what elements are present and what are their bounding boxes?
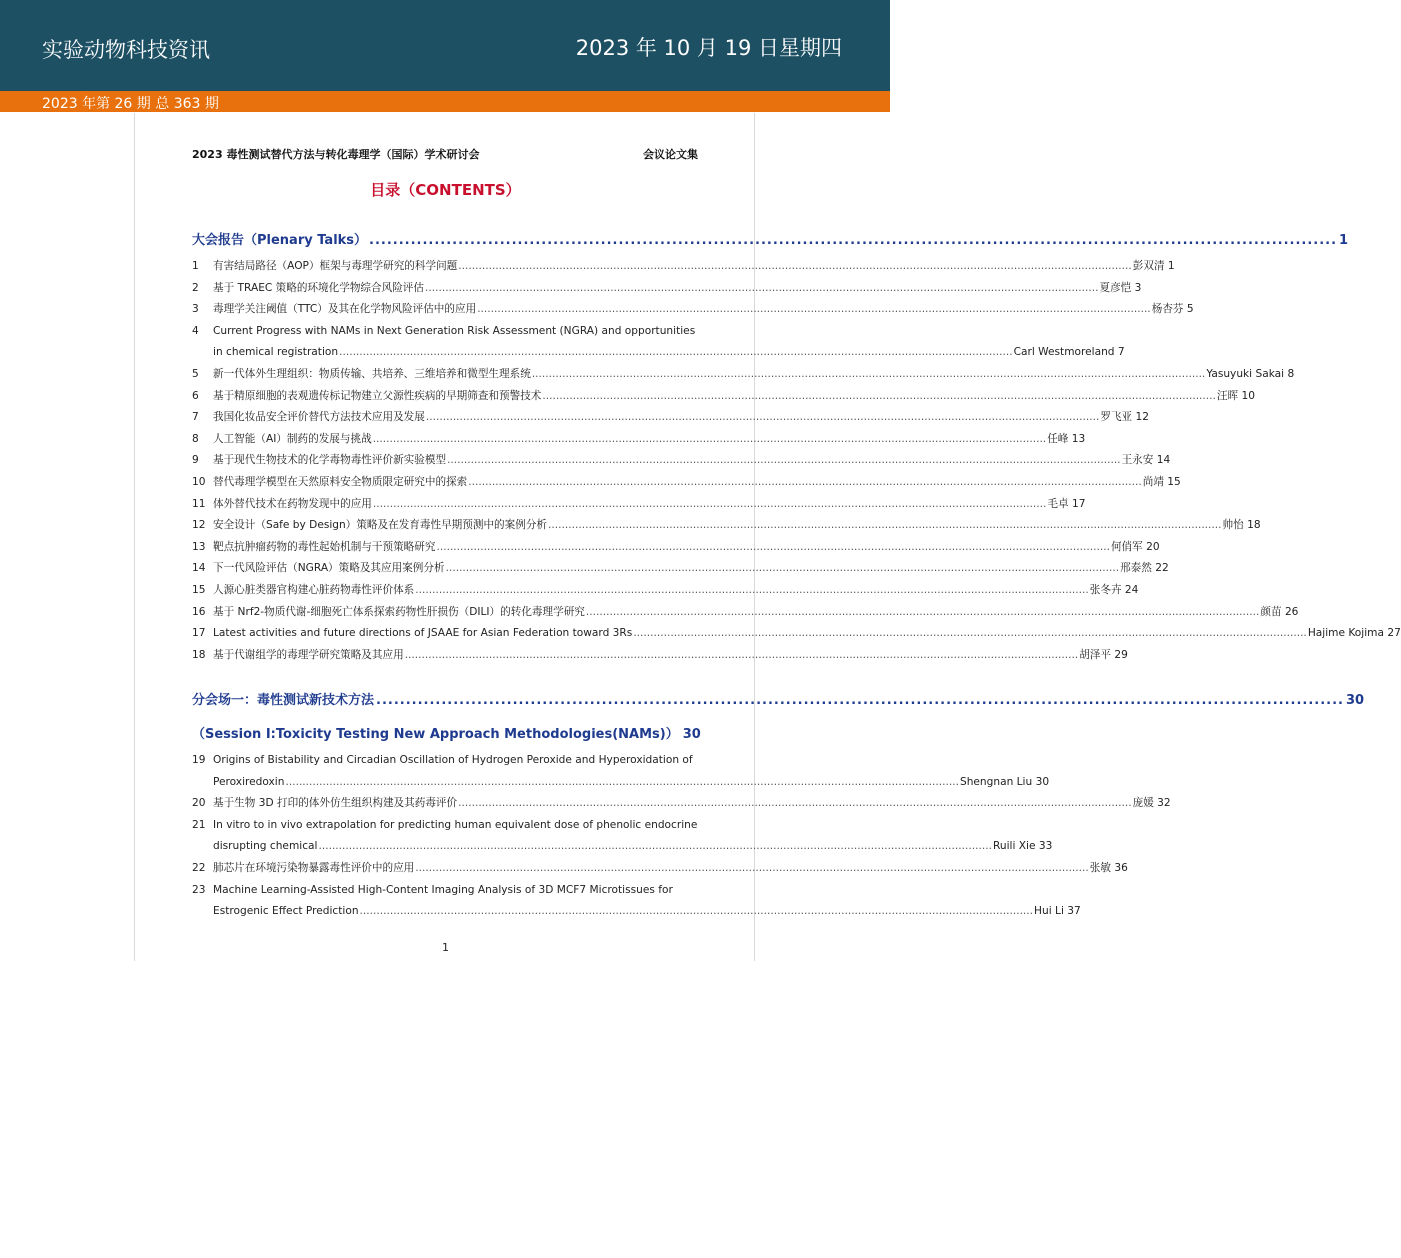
entry-body (213, 815, 1052, 858)
entry-body (213, 558, 1169, 580)
leader-dots (373, 494, 1047, 516)
issue-date: 2023 年 10 月 19 日星期四 (575, 36, 842, 60)
toc-section-plenary[interactable] (192, 229, 1349, 248)
entry-author-page: 汪晖 10 (1216, 389, 1255, 402)
entry-title-line (213, 602, 1298, 624)
entry-title: 基于现代生物技术的化学毒物毒性评价新实验模型 (213, 454, 447, 467)
entry-number: 20 (192, 797, 206, 810)
entry-body (213, 407, 1149, 429)
entry-title-line (213, 386, 1255, 408)
entry-title: 基于代谢组学的毒理学研究策略及其应用 (213, 648, 404, 661)
entry-number: 15 (192, 583, 206, 596)
entry-body (213, 602, 1298, 624)
entry-author-page: 帅怡 18 (1222, 519, 1261, 532)
entry-title-line1: Machine Learning-Assisted High-Content Imaging Analysis of 3D MCF7 Microtissues for (213, 883, 673, 896)
document-page (134, 113, 1401, 961)
toc-entry[interactable] (192, 407, 1150, 429)
entry-title: disrupting chemical (213, 840, 318, 853)
entry-author-page: Hui Li 37 (1034, 905, 1081, 918)
toc-entry[interactable] (192, 256, 1175, 278)
entry-number: 11 (192, 497, 206, 510)
issue-number: 2023 年第 26 期 总 363 期 (42, 96, 219, 112)
entry-title-line (213, 537, 1160, 559)
toc-entry[interactable] (192, 537, 1160, 559)
entry-number: 14 (192, 562, 206, 575)
leader-dots (415, 580, 1089, 602)
toc-entries-session1 (192, 750, 1171, 923)
section-page: 30 (1346, 693, 1365, 708)
entry-title: 体外替代技术在药物发现中的应用 (213, 497, 372, 510)
toc-entry[interactable] (192, 321, 1125, 364)
entry-author-page: 毛卓 17 (1047, 497, 1086, 510)
entry-body (213, 623, 1401, 645)
section-page: 30 (682, 727, 701, 742)
entry-body (213, 472, 1181, 494)
entry-number: 1 (192, 260, 199, 272)
entry-title: Estrogenic Effect Prediction (213, 905, 359, 918)
entry-body (213, 580, 1138, 602)
entry-title-line (213, 407, 1149, 429)
toc-entry[interactable] (192, 558, 1169, 580)
toc-entry[interactable] (192, 386, 1255, 408)
section-title: 大会报告（Plenary Talks） (192, 233, 368, 248)
entry-body (213, 299, 1194, 321)
leader-dots (318, 836, 992, 858)
toc-entry[interactable] (192, 645, 1128, 667)
toc-entry[interactable] (192, 750, 1050, 793)
entry-author-page: 庞媛 32 (1132, 797, 1171, 810)
entry-body (213, 429, 1085, 451)
toc-entry[interactable] (192, 515, 1261, 537)
leader-dots (369, 233, 1337, 248)
entry-number: 5 (192, 367, 199, 380)
entry-body (213, 537, 1160, 559)
entry-title-line (213, 558, 1169, 580)
leader-dots (285, 772, 959, 794)
entry-title: 基于精原细胞的表观遗传标记物建立父源性疾病的早期筛查和预警技术 (213, 389, 542, 402)
conference-title: 2023 毒性测试替代方法与转化毒理学（国际）学术研讨会 (192, 148, 480, 161)
entry-body (213, 386, 1255, 408)
leader-dots (405, 645, 1079, 667)
page-number: 1 (442, 941, 449, 954)
entry-author-page: Ruili Xie 33 (992, 840, 1053, 853)
section-page: 1 (1339, 233, 1349, 248)
entry-title: Latest activities and future directions of JSAAE for Asian Federation toward 3Rs (213, 627, 633, 640)
leader-dots (446, 558, 1120, 580)
leader-dots (633, 623, 1307, 645)
entry-title-line (213, 450, 1170, 472)
entry-number: 18 (192, 648, 206, 661)
entry-author-page: Shengnan Liu 30 (959, 775, 1050, 788)
toc-entry[interactable] (192, 623, 1401, 645)
entry-title-line1: Current Progress with NAMs in Next Generation Risk Assessment (NGRA) and opportunities (213, 324, 696, 337)
top-banner (0, 0, 890, 91)
leader-dots (415, 858, 1089, 880)
entry-body (213, 364, 1294, 386)
entry-title-line (213, 858, 1128, 880)
entry-author-page: 胡泽平 29 (1079, 648, 1128, 661)
leader-dots (339, 342, 1013, 364)
toc-entry[interactable] (192, 858, 1128, 880)
entry-author-page: 杨杏芬 5 (1151, 303, 1194, 316)
entry-title: 基于 TRAEC 策略的环境化学物综合风险评估 (213, 281, 424, 294)
toc-section-session1-en[interactable] (192, 723, 701, 742)
entry-title-line (213, 901, 1081, 923)
entry-title: 替代毒理学模型在天然原料安全物质限定研究中的探索 (213, 475, 468, 488)
leader-dots (532, 364, 1206, 386)
entry-author-page: 张冬卉 24 (1089, 583, 1139, 596)
entry-body (213, 880, 1081, 923)
entry-author-page: 何俏军 20 (1110, 540, 1160, 553)
entry-author-page: Hajime Kojima 27 (1307, 627, 1401, 640)
toc-entry[interactable] (192, 429, 1086, 451)
entry-number: 17 (192, 627, 206, 640)
entry-title-line1: Origins of Bistability and Circadian Oscillation of Hydrogen Peroxide and Hyperoxidation of (213, 754, 693, 766)
leader-dots (425, 278, 1099, 300)
entry-title-line (213, 772, 1049, 794)
entry-title: 新一代体外生理组织：物质传输、共培养、三维培养和微型生理系统 (213, 367, 531, 380)
toc-entry[interactable] (192, 278, 1142, 300)
entry-title: 基于 Nrf2-物质代谢-细胞死亡体系探索药物性肝损伤（DILI）的转化毒理学研究 (213, 605, 585, 618)
entry-title: 下一代风险评估（NGRA）策略及其应用案例分析 (213, 562, 445, 575)
entry-title: 人源心脏类器官构建心脏药物毒性评价体系 (213, 583, 415, 596)
toc-entry[interactable] (192, 880, 1081, 923)
entry-title-line (213, 515, 1261, 537)
toc-entry[interactable] (192, 472, 1181, 494)
entry-number: 10 (192, 475, 206, 488)
proceedings-label: 会议论文集 (643, 148, 698, 161)
leader-dots (373, 429, 1047, 451)
entry-author-page: 罗飞亚 12 (1100, 411, 1150, 424)
toc-entry[interactable] (192, 494, 1086, 516)
entry-title-line (213, 364, 1294, 386)
entry-number: 23 (192, 883, 206, 896)
entry-title-line (213, 278, 1141, 300)
entry-title-line (213, 494, 1085, 516)
entry-title-line1: In vitro to in vivo extrapolation for predicting human equivalent dose of phenolic endocrine (213, 818, 698, 831)
toc-title: 目录（CONTENTS） (370, 181, 521, 199)
entry-body (213, 450, 1170, 472)
entry-title: 肺芯片在环境污染物暴露毒性评价中的应用 (213, 861, 415, 874)
entry-title: 有害结局路径（AOP）框架与毒理学研究的科学问题 (213, 260, 458, 272)
leader-dots (468, 472, 1142, 494)
entry-body (213, 645, 1128, 667)
section-title: 分会场一：毒性测试新技术方法 (192, 693, 375, 708)
toc-entry[interactable] (192, 299, 1194, 321)
entry-title-line (213, 623, 1401, 645)
entry-author-page: 彭双清 1 (1132, 260, 1175, 272)
entry-title: 靶点抗肿瘤药物的毒性起始机制与干预策略研究 (213, 540, 436, 553)
entry-title: Peroxiredoxin (213, 775, 285, 788)
entry-title-line (213, 429, 1085, 451)
toc-entry[interactable] (192, 602, 1299, 624)
leader-dots (458, 256, 1132, 278)
entry-author-page: 任峰 13 (1047, 432, 1086, 445)
leader-dots (447, 450, 1121, 472)
entry-title-line (213, 256, 1175, 278)
toc-entry[interactable] (192, 580, 1139, 602)
leader-dots (586, 602, 1260, 624)
entry-title-line (213, 580, 1138, 602)
section-title: （Session Ⅰ:Toxicity Testing New Approach Methodologies(NAMs)） (192, 727, 679, 742)
entry-title: in chemical registration (213, 346, 339, 359)
entry-number: 8 (192, 432, 199, 445)
leader-dots (426, 407, 1100, 429)
leader-dots (458, 793, 1132, 815)
entry-author-page: 颜苗 26 (1260, 605, 1299, 618)
toc-entry[interactable] (192, 364, 1295, 386)
leader-dots (360, 901, 1034, 923)
leader-dots (542, 386, 1216, 408)
entry-body (213, 750, 1049, 793)
entry-number: 12 (192, 519, 206, 532)
entry-title-line (213, 793, 1171, 815)
entry-author-page: 王永安 14 (1121, 454, 1171, 467)
entry-title: 我国化妆品安全评价替代方法技术应用及发展 (213, 411, 425, 424)
entry-body (213, 515, 1261, 537)
entry-title: 人工智能（AI）制药的发展与挑战 (213, 432, 372, 445)
entry-title-line (213, 342, 1125, 364)
toc-entry[interactable] (192, 450, 1171, 472)
entry-title-line (213, 836, 1052, 858)
entry-author-page: 夏彦恺 3 (1099, 281, 1142, 294)
leader-dots (376, 693, 1344, 708)
entry-body (213, 793, 1171, 815)
entry-number: 4 (192, 324, 199, 337)
entry-body (213, 278, 1141, 300)
entry-author-page: 尚靖 15 (1142, 475, 1181, 488)
toc-section-session1[interactable] (192, 689, 1365, 708)
entry-number: 21 (192, 818, 206, 831)
entry-body (213, 256, 1175, 278)
entry-number: 19 (192, 754, 206, 766)
entry-number: 6 (192, 389, 199, 402)
entry-number: 22 (192, 861, 206, 874)
leader-dots (436, 537, 1110, 559)
entry-author-page: Yasuyuki Sakai 8 (1206, 367, 1295, 380)
issue-bar (0, 91, 890, 112)
toc-entry[interactable] (192, 793, 1171, 815)
entry-number: 16 (192, 605, 206, 618)
toc-entry[interactable] (192, 815, 1053, 858)
entry-title: 基于生物 3D 打印的体外仿生组织构建及其药毒评价 (213, 797, 458, 810)
entry-title-line (213, 299, 1194, 321)
entry-title-line (213, 472, 1181, 494)
entry-author-page: 邢泰然 22 (1120, 562, 1169, 575)
leader-dots (477, 299, 1151, 321)
entry-number: 7 (192, 411, 199, 424)
entry-number: 2 (192, 281, 199, 294)
entry-body (213, 494, 1085, 516)
entry-number: 13 (192, 540, 206, 553)
entry-body (213, 321, 1125, 364)
entry-title: 毒理学关注阈值（TTC）及其在化学物风险评估中的应用 (213, 303, 477, 316)
entry-author-page: 张敏 36 (1089, 861, 1128, 874)
entry-body (213, 858, 1128, 880)
newsletter-title: 实验动物科技资讯 (42, 38, 210, 62)
entry-author-page: Carl Westmoreland 7 (1013, 346, 1125, 359)
entry-title: 安全设计（Safe by Design）策略及在发育毒性早期预测中的案例分析 (213, 519, 548, 532)
entry-number: 9 (192, 454, 199, 467)
toc-entries-plenary (192, 256, 1401, 666)
entry-title-line (213, 645, 1128, 667)
entry-number: 3 (192, 303, 199, 316)
leader-dots (548, 515, 1222, 537)
